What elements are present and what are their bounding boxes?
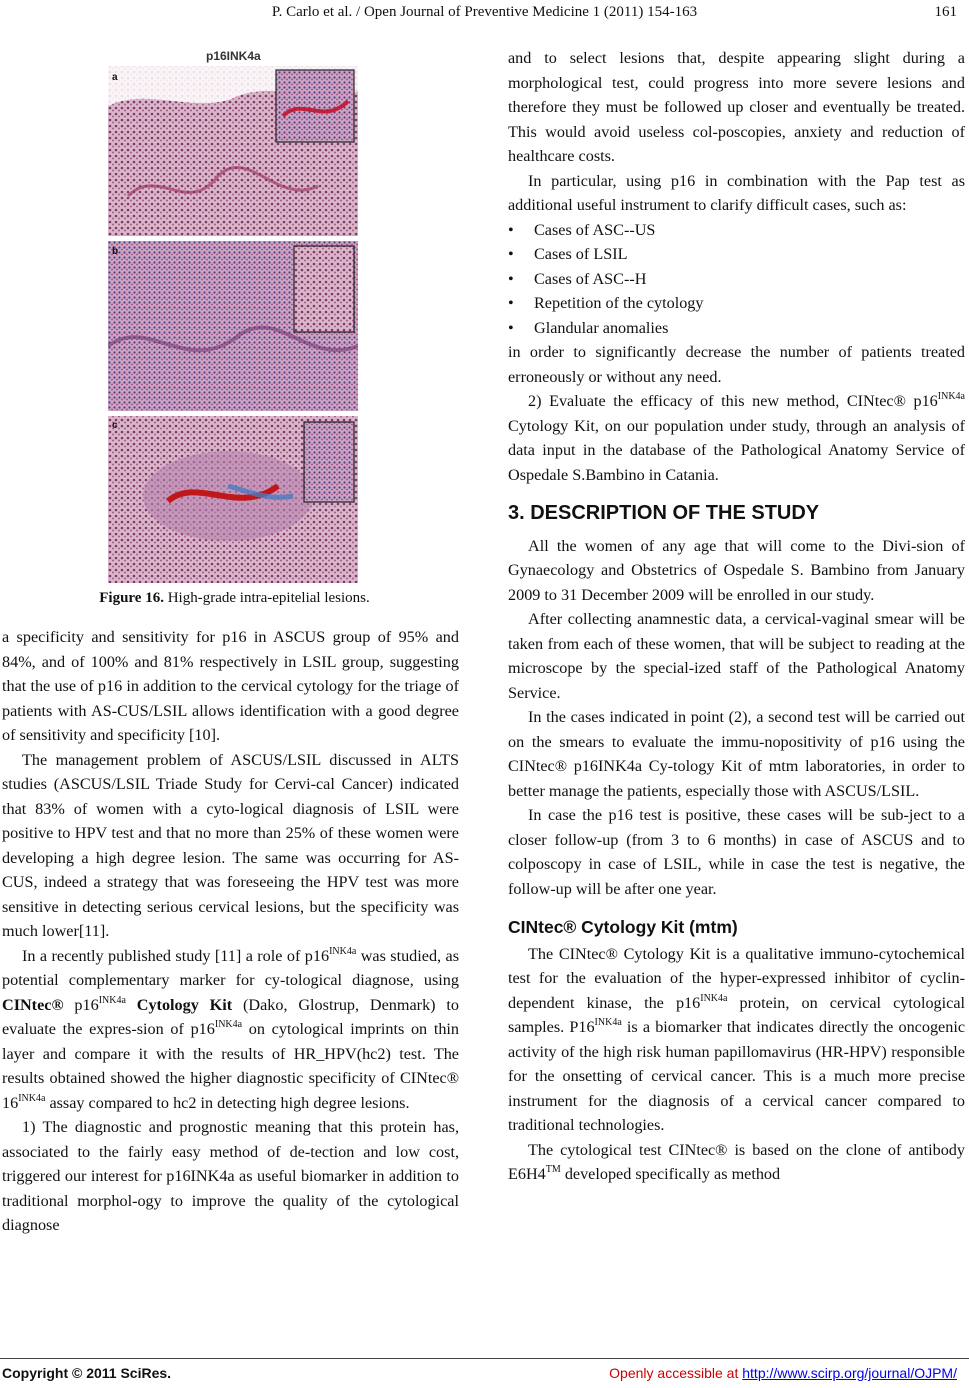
panel-c-letter: c (112, 420, 118, 431)
open-access-note: Openly accessible at http://www.scirp.org/journal/OJPM/ (609, 1365, 957, 1381)
right-column (508, 46, 965, 1187)
paragraph: The cytological test CINtec® is based on the clone of antibody E6H4™ developed specifically as method (508, 1140, 965, 1183)
bullet-list (508, 218, 965, 341)
paragraph: in order to significantly decrease the number of patients treated erroneously or without any need. (508, 343, 965, 386)
paragraph: In case the p16 test is positive, these cases will be sub-ject to a closer follow-up (from 3 to 6 months) in case of ASCUS and to colposcopy in case of LSIL, while in case the test is negative, the follow-up will be after one year. (508, 806, 965, 898)
paragraph: and to select lesions that, despite appearing slight during a morphological test, could progress into more severe lesions and therefore they must be followed up closer and eventually be treated. This would avoid useless col-poscopies, anxiety and reduction of healthcare costs. (508, 49, 965, 165)
figure-caption-text: High-grade intra-epitelial lesions. (163, 590, 370, 606)
paragraph: In the cases indicated in point (2), a second test will be carried out on the smears to evaluate the immu-nopositivity of p16 using the CINtec® p16INK4a Cy-tology Kit of mtm laboratories, in order to better manage the patients, especially those with ASCUS/LSIL. (508, 708, 965, 800)
paragraph: a specificity and sensitivity for p16 in ASCUS group of 95% and 84%, and of 100% and 81% respectively in LSIL group, suggesting that the use of p16 in addition to the cervical cytology for the triage of patients with AS-CUS/LSIL allows identification with a good degree of sensitivity and specificity [10]. (2, 628, 459, 744)
micrograph-figure (108, 46, 358, 583)
section-heading: 3. DESCRIPTION OF THE STUDY (508, 502, 820, 524)
copyright: Copyright © 2011 SciRes. (2, 1365, 172, 1381)
panel-a-letter: a (112, 72, 118, 83)
footer-rule (0, 1358, 969, 1359)
running-title: P. Carlo et al. / Open Journal of Preventive Medicine 1 (2011) 154-163 (271, 4, 698, 20)
list-item: • Cases of LSIL (508, 242, 965, 267)
paragraph: All the women of any age that will come to the Divi-sion of Gynaecology and Obstetrics of Ospedale S. Bambino from January 2009 to 31 December 2009 will be enrolled in our study. (508, 536, 965, 604)
subsection-heading: CINtec® Cytology Kit (mtm) (508, 917, 738, 937)
paragraph: In a recently published study [11] a role of $p16^{INK4a}$ was studied, as potential complementary marker for cy-tological diagnose, using CINtec® $p16^{INK4a}$ Cytology Kit (Dako, Glostrup, Denmark) to evaluate the expres-sion of $p16^{INK4a}$ on cytological imprints on thin layer and compare it with the results of HR_HPV(hc2) test. The results obtained showed the higher diagnostic specificity of CINtec® $16^{INK4a}$ assay compared to hc2 in detecting high degree lesions. (2, 945, 460, 1112)
panel-b-letter: b (112, 246, 119, 257)
figure-label: p16INK4a (206, 49, 261, 63)
list-item: • Repetition of the cytology (508, 291, 965, 316)
figure-caption (0, 590, 469, 607)
list-item: • Cases of ASC--US (508, 218, 965, 243)
paragraph: The CINtec® Cytology Kit is a qualitative immuno-cytochemical test for the evaluation of the hyper-expressed inhibitor of cyclin-dependent kinase, the $p16^{INK4a}$ protein, on cervical cytological samples. $P16^{INK4a}$ is a biomarker that indicates directly the oncogenic activity of the high risk human papillomavirus (HR-HPV) responsible for the onsetting of cervical cancer. This is a much more precise instrument for the diagnosis of a cervical cancer compared to traditional technologies. (508, 944, 966, 1134)
list-item: • Cases of ASC--H (508, 267, 965, 292)
running-header (0, 4, 969, 26)
journal-link[interactable]: http://www.scirp.org/journal/OJPM/ (742, 1365, 957, 1381)
page-number: 161 (934, 4, 957, 20)
figure-caption-label: Figure 16. (99, 590, 164, 606)
list-item: • Glandular anomalies (508, 316, 965, 341)
paragraph: After collecting anamnestic data, a cervical-vaginal smear will be taken from each of these women, that will be subject to reading at the microscope by the special-ized staff of the Pathological Anatomy Service. (508, 610, 965, 702)
left-column (2, 625, 459, 1238)
paragraph: In particular, using p16 in combination with the Pap test as additional useful instrument to clarify difficult cases, such as: (508, 171, 965, 214)
paragraph: 1) The diagnostic and prognostic meaning that this protein has, associated to the fairly easy method of de-tection and low cost, triggered our interest for p16INK4a as useful biomarker in addition to traditional morphol-ogy to improve the quality of the cytological diagnose (2, 1118, 459, 1234)
panel-c-inset (304, 422, 354, 502)
paragraph: 2) Evaluate the efficacy of this new method, CINtec® $p16^{INK4a}$ Cytology Kit, on our population under study, through an analysis of data input in the database of the Pathological Anatomy Service of Ospedale S.Bambino in Catania. (508, 391, 965, 484)
panel-b-inset (294, 246, 354, 332)
paragraph: The management problem of ASCUS/LSIL discussed in ALTS studies (ASCUS/LSIL Triade Study for Cervi-cal Cancer) indicated that 83% of women with a cyto-logical diagnosis of LSIL were positive to HPV test and that no more than 25% of these women were developing a high degree lesion. The same was occurring for AS-CUS, indeed a strategy that was foreseeing the HPV test was more sensitive in detecting serious cervical lesions, but the specificity was much lower[11]. (2, 750, 459, 940)
